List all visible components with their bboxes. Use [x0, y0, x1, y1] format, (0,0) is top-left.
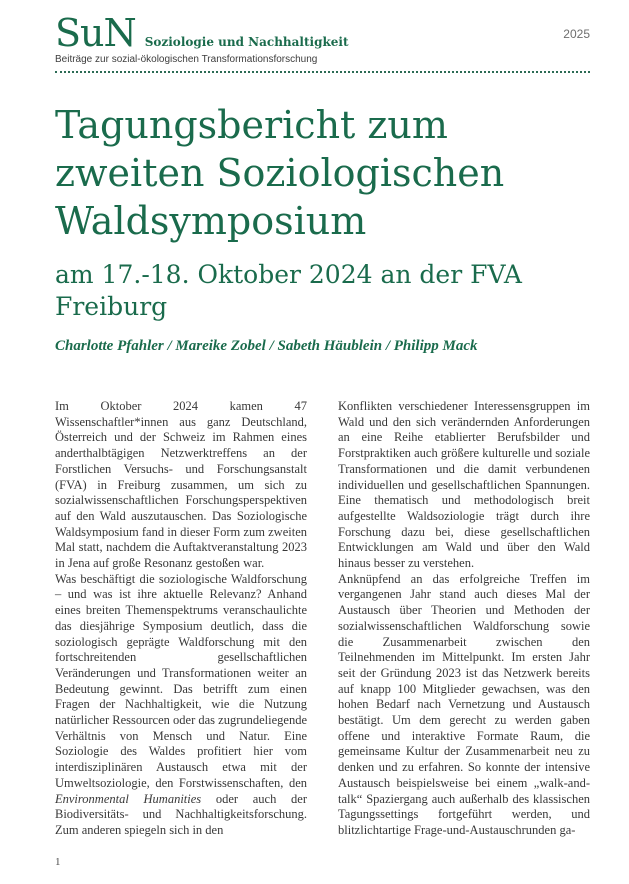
right-column: [338, 399, 590, 839]
text-segment: Im Oktober 2024 kamen 47 Wissenschaftler*innen aus ganz Deutschland, Österreich und der Schweiz im Rahmen eines anderthalbtägigen Netzwerktreffens an der Forstlichen Versuchs- und Forschungsanstalt (FVA) in Freiburg zusammen, um sich zu sozialwissenschaftlichen Forschungsperspektiven auf den Wald auszutauschen. Das Soziologische Waldsymposium fand in dieser Form zum zweiten Mal statt, nachdem die Auftaktveranstaltung 2023 in Jena auf große Resonanz gestoßen war.: [55, 399, 307, 571]
issue-year: 2025: [563, 27, 590, 41]
body-paragraph: [55, 399, 307, 572]
italic-term: Environmental Humanities: [55, 791, 202, 806]
body-paragraph: [338, 572, 590, 839]
article-title: Tagungsbericht zum zweiten Soziologischen Waldsymposium: [55, 103, 505, 243]
journal-brand: [55, 11, 349, 65]
page-header: [55, 11, 590, 73]
journal-logo: SuN: [55, 11, 136, 55]
left-column: [55, 399, 307, 839]
text-segment: Was beschäftigt die soziologische Waldforschung – und was ist ihre aktuelle Relevanz? Anhand eines breiten Themenspektrums veranschaulichte das diesjährige Symposium deutlich, dass die soziologisch geprägte Waldforschung mit den fortschreitenden gesellschaftlichen Veränderungen und Transformationen weiter an Bedeutung gewinnt. Das betrifft zum einen Fragen der Nachhaltigkeit, wie die Nutzung natürlicher Ressourcen oder das zugrundeliegende Verhältnis von Mensch und Natur. Eine Soziologie des Waldes profitiert hier vom interdisziplinären Austausch etwa mit der Umweltsoziologie, den Forstwissenschaften, den: [55, 571, 307, 790]
header-row: [55, 11, 590, 65]
text-segment: Anknüpfend an das erfolgreiche Treffen im vergangenen Jahr stand auch dieses Mal der Austausch über Theorien und Methoden der sozialwissenschaftlichen Waldforschung sowie die Zusammenarbeit zwischen den Teilnehmenden im Mittelpunkt. Im ersten Jahr seit der Gründung 2023 ist das Netzwerk bereits auf knapp 100 Mitglieder gewachsen, was den hohen Bedarf nach Vernetzung und Austausch bestätigt. Um dem gerecht zu werden gaben offene und interaktive Formate Raum, die gemeinsame Kultur der Zusammenarbeit neu zu denken und zu erfahren. So konnte der intensive Austausch beispielsweise bei einem „walk-and-talk“ Spaziergang auch außerhalb des klassischen Tagungssettings fortgeführt werden, und blitzlichtartige Frage-und-Austauschrunden ga-: [338, 571, 590, 837]
article-authors: Charlotte Pfahler / Mareike Zobel / Sabeth Häublein / Philipp Mack: [55, 338, 478, 354]
page-footer: [55, 852, 61, 870]
journal-subtitle: Beiträge zur sozial-ökologischen Transformationsforschung: [55, 54, 318, 65]
text-segment: Konflikten verschiedener Interessensgruppen im Wald und den sich verändernden Anforderungen an eine Reihe etablierter Berufsbilder und Forstpraktiken auch größere kulturelle und soziale Transformationen und die damit verbundenen individuellen und gesellschaftlichen Spannungen. Eine thematisch und methodologisch breit aufgestellte Waldsoziologie trägt durch ihre Forschung dazu bei, diese gesellschaftlichen Entwicklungen am Wald und über den Wald hinaus besser zu verstehen.: [338, 399, 590, 571]
body-columns: [55, 399, 590, 839]
body-paragraph: [338, 399, 590, 572]
brand-line: [55, 11, 349, 55]
article-subtitle: am 17.-18. Oktober 2024 an der FVA Freiburg: [55, 260, 522, 321]
text-segment: oder auch der Biodiversitäts- und Nachhaltigkeitsforschung. Zum anderen spiegeln sich in den: [55, 791, 307, 837]
body-paragraph: [55, 572, 307, 839]
page-number: 1: [55, 856, 61, 868]
dotted-divider: [55, 71, 590, 73]
article: [55, 101, 590, 839]
journal-name: Soziologie und Nachhaltigkeit: [144, 35, 349, 49]
